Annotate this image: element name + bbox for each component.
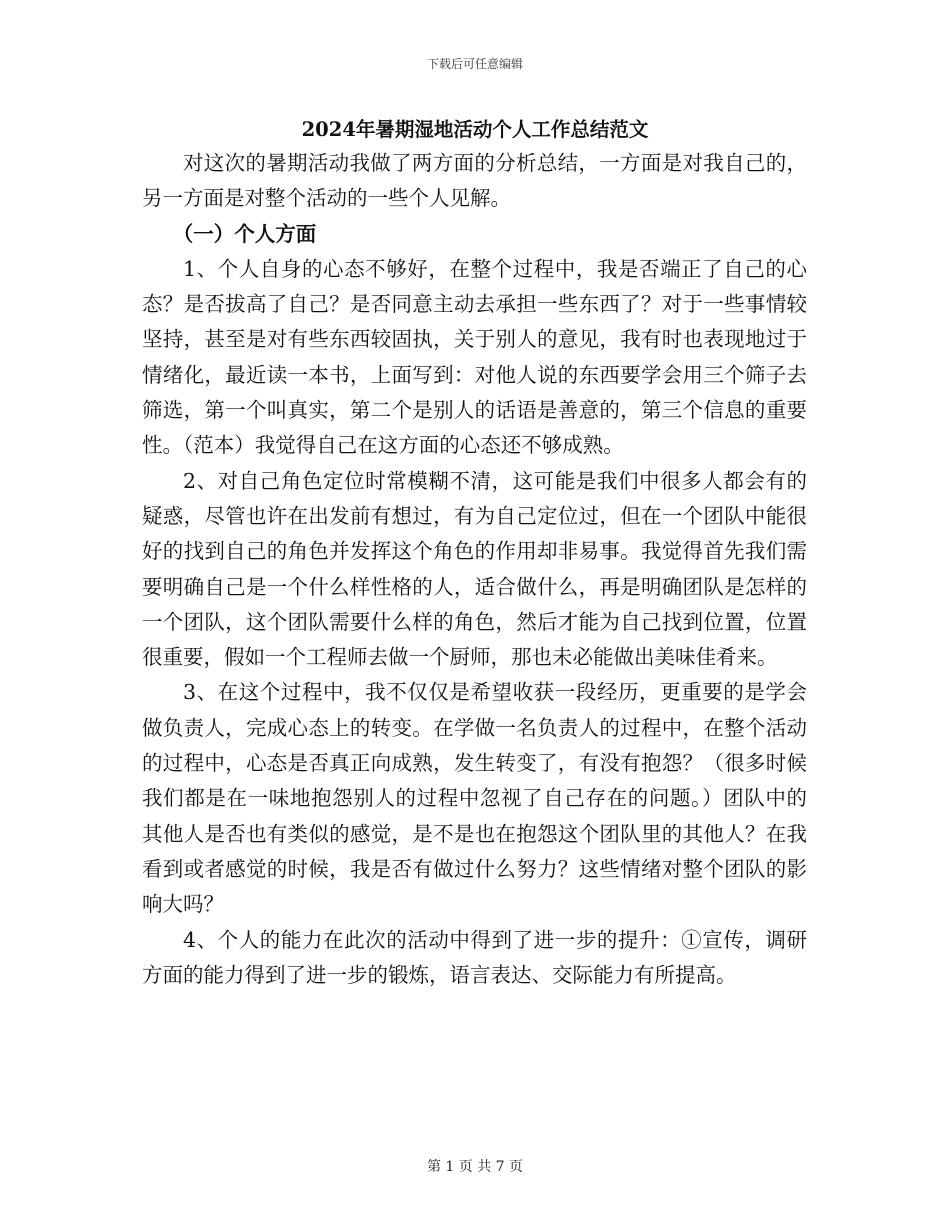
document-title: 2024年暑期湿地活动个人工作总结范文 (301, 118, 649, 141)
section-heading: （一）个人方面 (172, 221, 317, 246)
page-footer: 第 1 页 共 7 页 (426, 1159, 524, 1175)
paragraph-3: 3、在这个过程中，我不仅仅是希望收获一段经历，更重要的是学会做负责人，完成心态上的转变。在学做一名负责人的过程中，在整个活动的过程中，心态是否真正向成熟，发生转变了，有没有抱怨？（很多时候我们都是在一味地抱怨别人的过程中忽视了自己存在的问题。）团队中的其他人是否也有类似的感觉，是不是也在抱怨这个团队里的其他人？在我看到或者感觉的时候，我是否有做过什么努力？这些情绪对整个团队的影响大吗？ (142, 680, 807, 917)
paragraph-1: 1、个人自身的心态不够好，在整个过程中，我是否端正了自己的心态？是否拔高了自己？是否同意主动去承担一些东西了？对于一些事情较坚持，甚至是对有些东西较固执，关于别人的意见，我有时也表现地过于情绪化，最近读一本书，上面写到：对他人说的东西要学会用三个筛子去筛选，第一个叫真实，第二个是别人的话语是善意的，第三个信息的重要性。（范本）我觉得自己在这方面的心态还不够成熟。 (142, 256, 807, 458)
paragraph-2: 2、对自己角色定位时常模糊不清，这可能是我们中很多人都会有的疑惑，尽管也许在出发前有想过，有为自己定位过，但在一个团队中能很好的找到自己的角色并发挥这个角色的作用却非易事。我觉得首先我们需要明确自己是一个什么样性格的人，适合做什么，再是明确团队是怎样的一个团队，这个团队需要什么样的角色，然后才能为自己找到位置，位置很重要，假如一个工程师去做一个厨师，那也未必能做出美味佳肴来。 (142, 468, 807, 670)
intro-paragraph: 对这次的暑期活动我做了两方面的分析总结，一方面是对我自己的，另一方面是对整个活动的一些个人见解。 (142, 151, 807, 211)
paragraph-4: 4、个人的能力在此次的活动中得到了进一步的提升：①宣传，调研方面的能力得到了进一步的锻炼，语言表达、交际能力有所提高。 (142, 927, 807, 987)
header-note: 下载后可任意编辑 (426, 57, 523, 71)
document-body (142, 146, 807, 993)
